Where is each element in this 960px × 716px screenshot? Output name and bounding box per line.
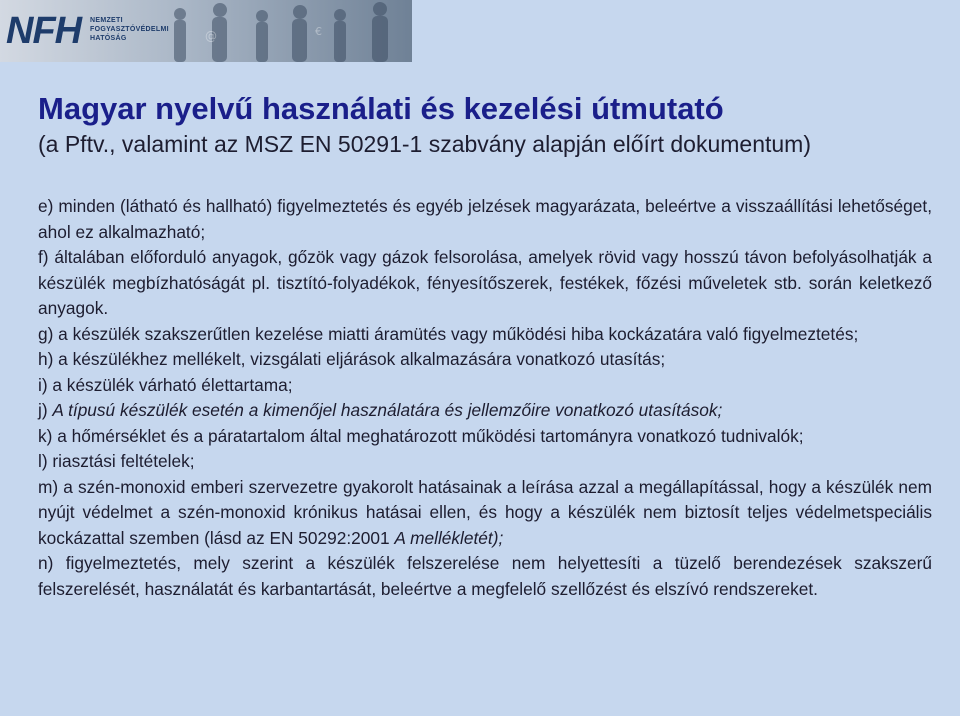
page-title: Magyar nyelvű használati és kezelési útmutató xyxy=(38,91,724,126)
item-h: h) a készülékhez mellékelt, vizsgálati eljárások alkalmazására vonatkozó utasítás; xyxy=(38,349,666,369)
org-name-line-3: HATÓSÁG xyxy=(90,35,127,42)
item-j-prefix: j) xyxy=(38,400,53,420)
crowd-silhouette-image xyxy=(150,0,412,62)
item-g: g) a készülék szakszerűtlen kezelése miatti áramütés vagy működési hiba kockázatára való figyelmeztetés; xyxy=(38,323,859,344)
item-e: e) minden (látható és hallható) figyelmeztetés és egyéb jelzések magyarázata, beleértve a visszaállítási lehetőséget, ahol ez alkalmazható; xyxy=(38,196,932,242)
svg-text:@: @ xyxy=(205,29,217,43)
org-name-line-2: FOGYASZTÓVÉDELMI xyxy=(90,26,169,33)
page-subtitle: (a Pftv., valamint az MSZ EN 50291-1 szabvány alapján előírt dokumentum) xyxy=(38,131,811,157)
header-banner xyxy=(0,0,412,62)
item-j xyxy=(38,398,932,424)
item-m-annex: A mellékletét); xyxy=(394,527,504,548)
item-m-text: m) a szén-monoxid emberi szervezetre gyakorolt hatásainak a leírása azzal a megállapítással, hogy a készülék nem nyújt védelmet a szén-monoxid krónikus hatásai ellen, és hogy a készülék nem biztosít teljes védelmetspeciális kockázattal szemben (lásd az EN 50292:2001 xyxy=(38,476,932,548)
svg-text:€: € xyxy=(315,25,322,38)
item-j-text: A típusú készülék esetén a kimenőjel használatára és jellemzőire vonatkozó utasítások; xyxy=(52,400,723,420)
org-name-line-1: NEMZETI xyxy=(90,17,123,24)
item-f: f) általában előforduló anyagok, gőzök vagy gázok felsorolása, amelyek rövid vagy hosszú távon befolyásolhatják a készülék megbízhatóságát pl. tisztító-folyadékok, fényesítőszerek, festékek, főzési műveletek stb. során keletkező anyagok. xyxy=(38,247,932,318)
item-k: k) a hőmérséklet és a páratartalom által meghatározott működési tartományra vonatkozó tudnivalók; xyxy=(38,425,804,446)
item-i: i) a készülék várható élettartama; xyxy=(38,374,293,395)
item-m xyxy=(38,475,932,552)
nfh-logo: NFH xyxy=(6,10,82,52)
requirements-list xyxy=(38,194,932,602)
item-l: l) riasztási feltételek; xyxy=(38,451,195,471)
title-block xyxy=(38,92,938,158)
item-n: n) figyelmeztetés, mely szerint a készülék felszerelése nem helyettesíti a tüzelő berendezések szakszerű felszerelését, használatát és karbantartását, beleértve a megfelelő szellőzést és elszívó rendszereket. xyxy=(38,553,932,599)
